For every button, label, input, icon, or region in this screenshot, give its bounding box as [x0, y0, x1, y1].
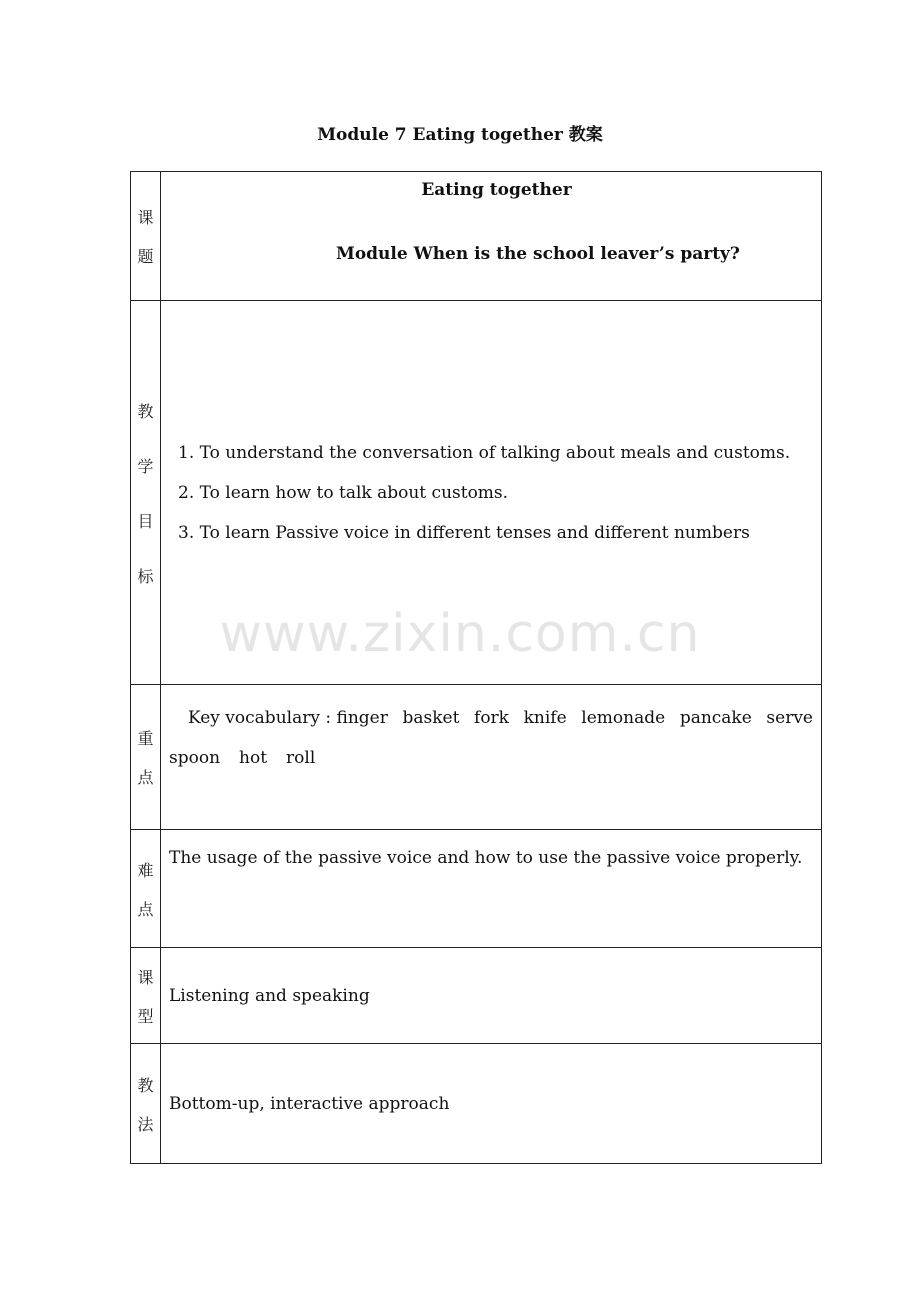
goal-item: 3. To learn Passive voice in different tenses and different numbers — [178, 522, 750, 543]
table-row-topic — [131, 172, 822, 301]
topic-title: Eating together — [421, 180, 572, 200]
table-row-goals — [131, 301, 822, 685]
vocab-prefix: Key vocabulary : finger — [188, 708, 388, 728]
vocab-word: pancake — [679, 708, 752, 728]
label-char: 课 — [137, 967, 154, 987]
method-cell: Bottom-up, interactive approach — [161, 1044, 822, 1164]
vocab-word: spoon — [169, 748, 221, 768]
label-char: 标 — [137, 566, 154, 586]
table-row-lesson-type — [131, 948, 822, 1044]
label-char: 型 — [137, 1006, 154, 1026]
vocab-word: roll — [286, 748, 316, 768]
table-row-method — [131, 1044, 822, 1164]
label-char: 点 — [137, 899, 154, 919]
label-char: 目 — [137, 511, 154, 531]
vocab-word: basket — [402, 708, 460, 728]
watermark: www.zixin.com.cn — [219, 604, 701, 664]
label-char: 教 — [137, 401, 154, 421]
key-points-cell — [161, 685, 822, 830]
label-cell-goals — [131, 301, 161, 685]
topic-subtitle: Module When is the school leaver’s party? — [336, 244, 740, 264]
label-char: 点 — [137, 768, 154, 787]
label-char: 题 — [137, 247, 154, 266]
table-row-difficulties — [131, 830, 822, 948]
label-cell-lesson-type — [131, 948, 161, 1044]
document-title: Module 7 Eating together 教案 — [317, 125, 603, 145]
label-cell-key-points — [131, 685, 161, 830]
vocab-word: serve — [766, 708, 813, 728]
vocab-word: fork — [474, 708, 509, 728]
topic-cell — [161, 172, 822, 301]
lesson-type-cell: Listening and speaking — [161, 948, 822, 1044]
label-char: 难 — [137, 860, 154, 880]
goal-item: 2. To learn how to talk about customs. — [178, 482, 509, 503]
label-cell-method — [131, 1044, 161, 1164]
vocab-word: lemonade — [581, 708, 666, 728]
label-char: 课 — [137, 208, 154, 227]
goal-item: 1. To understand the conversation of talking about meals and customs. — [178, 442, 791, 463]
label-char: 学 — [137, 456, 154, 476]
vocab-word: knife — [523, 708, 567, 728]
difficulties-cell: The usage of the passive voice and how to use the passive voice properly. — [161, 830, 822, 948]
label-cell-topic — [131, 172, 161, 301]
label-char: 重 — [137, 729, 154, 748]
label-cell-difficulties — [131, 830, 161, 948]
vocab-word: hot — [239, 748, 268, 768]
label-char: 教 — [137, 1075, 154, 1095]
goals-cell — [161, 301, 822, 685]
table-row-key-points — [131, 685, 822, 830]
label-char: 法 — [137, 1114, 154, 1134]
lesson-plan-table — [130, 171, 822, 1164]
